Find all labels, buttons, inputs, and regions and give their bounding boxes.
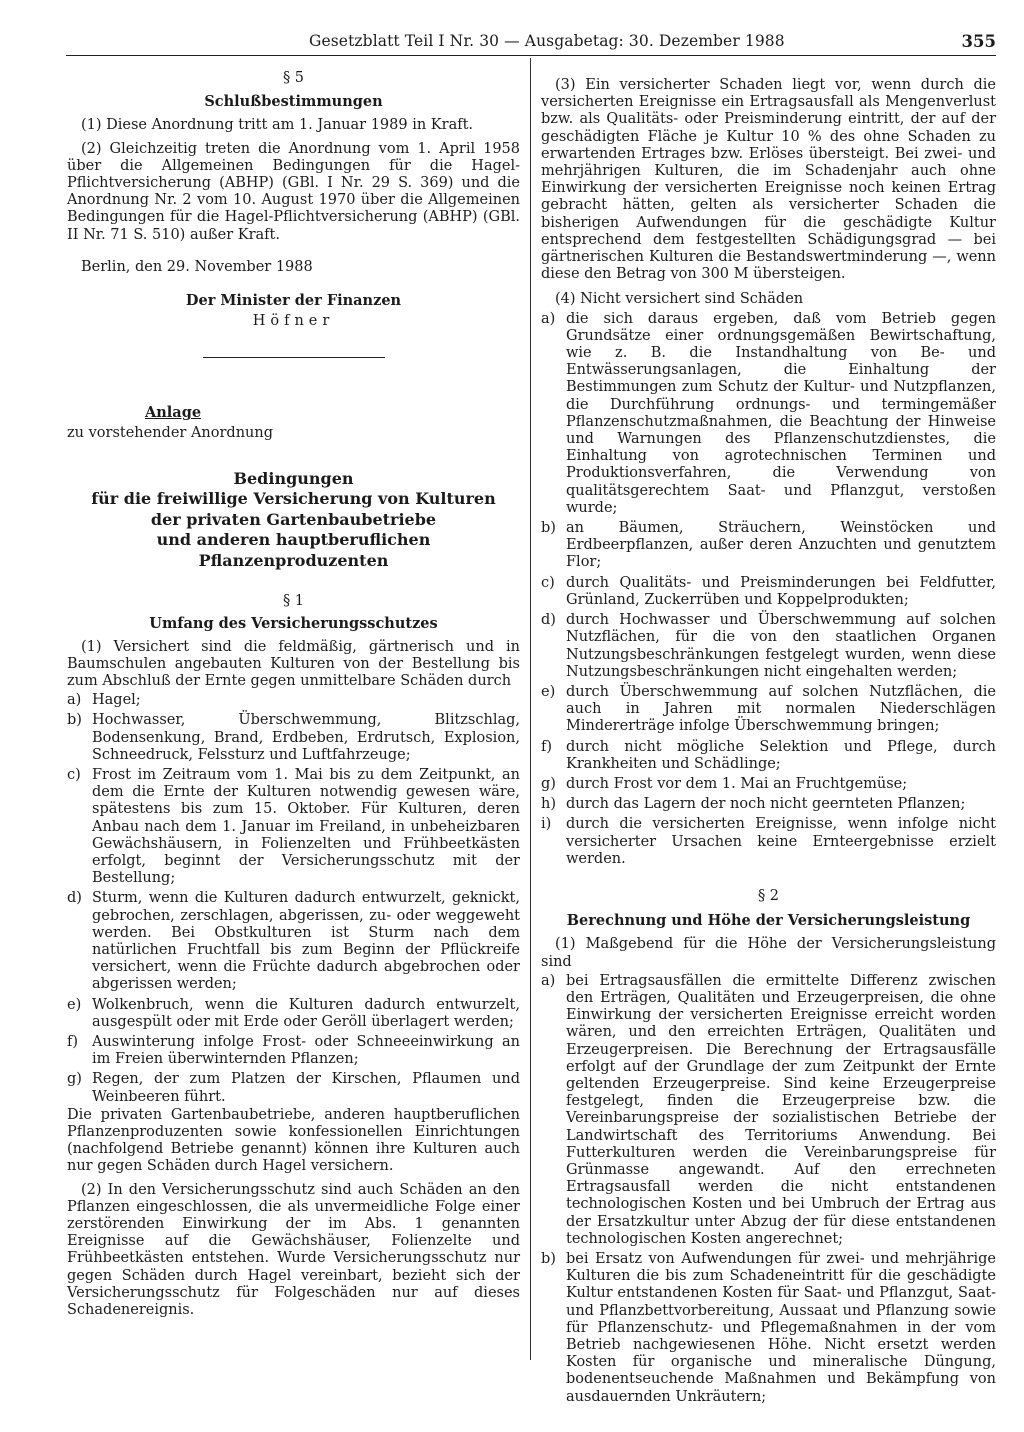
section-2-para-1: (1) Maßgebend für die Höhe der Versicherungsleistung sind [541, 936, 996, 970]
section-1-para-2: (2) In den Versicherungsschutz sind auch Schäden an den Pflanzen eingeschlossen, die als unvermeidliche Folge einer zerstörenden Einwirkung der im Abs. 1 genannten Ereignisse auf die Gewächshäuser, Folienzelte und Frühbeetkästen entstehen. Wurde Versicherungsschutz nur gegen Schäden durch Hagel vereinbart, bezieht sich der Versicherungsschutz für Folgeschäden nur auf dieses Schadenereignis. [67, 1181, 520, 1319]
list-item-text: durch nicht mögliche Selektion und Pflege, durch Krankheiten und Schädlinge; [566, 738, 996, 772]
main-title [67, 469, 520, 572]
list-item-text: durch Qualitäts- und Preisminderungen bei Feldfutter, Grünland, Zuckerrüben und Koppelprodukten; [566, 574, 996, 608]
list-item-label: e) [541, 683, 556, 700]
list-item-label: g) [67, 1071, 82, 1088]
list-item-label: c) [541, 574, 555, 591]
list-item [67, 997, 520, 1031]
main-title-line: für die freiwillige Versicherung von Kulturen [91, 489, 496, 509]
section-1-title: Umfang des Versicherungsschutzes [149, 615, 438, 633]
list-item [541, 1251, 996, 1406]
signature-office: Der Minister der Finanzen [185, 292, 402, 310]
list-item [541, 575, 996, 609]
list-item [541, 311, 996, 517]
section-2-title: Berechnung und Höhe der Versicherungsleistung [566, 912, 971, 930]
list-item [67, 692, 520, 709]
list-item-label: f) [67, 1034, 79, 1051]
list-item-text: durch Hochwasser und Überschwemmung auf solchen Nutzflächen, für die von den staatlichen Organen Nutzungsbeschränkungen festgelegt wurden, wenn diese Nutzungsbeschränkungen nicht eingehalten werden; [566, 612, 996, 680]
section-2-heading: § 2 [757, 887, 780, 904]
list-item [67, 1071, 520, 1105]
list-item-text: die sich daraus ergeben, daß vom Betrieb gegen Grundsätze einer ordnungsgemäßen Bewirtschaftung, wie z. B. die Instandhaltung von Be- und Entwässerungsanlagen, die Einhaltung der Bestimmungen zum Schutz der Kultur- und Nutzpflanzen, die Durchführung ordnungs- und termingemäßer Pflanzenschutzmaßnahmen, die Beachtung der Hinweise und Warnungen des Pflanzenschutzdienstes, die Einhaltung von agrotechnischen Terminen und Produktionsverfahren, die Verwendung von qualitätsgerechtem Saat- und Pflanzgut, verstoßen wurde; [566, 310, 996, 516]
list-item-text: Hochwasser, Überschwemmung, Blitzschlag, Bodensenkung, Brand, Erdbeben, Erdrutsch, Explosion, Schneedruck, Felssturz und Luftfahrzeuge; [92, 712, 520, 763]
list-item [541, 816, 996, 868]
signature-name: Höfner [252, 313, 335, 330]
list-item-text: durch die versicherten Ereignisse, wenn infolge nicht versicherter Ursachen keine Ernteergebnisse erzielt werden. [566, 816, 996, 867]
list-item-text: Frost im Zeitraum vom 1. Mai bis zu dem Zeitpunkt, an dem die Ernte der Kulturen notwendig gewesen wäre, spätestens bis zum 15. Oktober. Für Kulturen, deren Anbau nach dem 1. Januar im Freiland, in unbeheizbaren Gewächshäusern, in Folienzelten und Frühbeetkästen erfolgt, beginnt der Versicherungsschutz mit der Bestellung; [92, 766, 520, 887]
list-item-label: g) [541, 775, 556, 792]
anlage-subtitle: zu vorstehender Anordnung [67, 425, 274, 442]
list-item-label: b) [67, 712, 82, 729]
right-column [541, 77, 996, 1406]
list-item-text: an Bäumen, Sträuchern, Weinstöcken und Erdbeerpflanzen, außer deren Anzuchten und genutztem Flor; [566, 520, 996, 571]
list-item-text: Hagel; [92, 692, 141, 709]
list-item-text: Sturm, wenn die Kulturen dadurch entwurzelt, geknickt, gebrochen, zerschlagen, abgerissen, zu- oder weggeweht werden. Bei Obstkulturen ist Sturm nach dem natürlichen Fruchtfall bis zum Beginn der Pflückreife versichert, wenn die Früchte dadurch abgebrochen oder abgerissen werden; [92, 890, 520, 993]
section-1-para-after-list: Die privaten Gartenbaubetriebe, anderen hauptberuflichen Pflanzenproduzenten sowie konfessionellen Einrichtungen (nachfolgend Betriebe genannt) können ihre Kulturen auch nur gegen Schäden durch Hagel versichern. [67, 1106, 520, 1175]
main-title-line: der privaten Gartenbaubetriebe [150, 509, 437, 529]
list-item [541, 739, 996, 773]
section-1-exclusions-list [541, 311, 996, 868]
list-item-label: b) [541, 520, 556, 537]
list-item-label: d) [541, 612, 556, 629]
list-item-label: a) [541, 310, 556, 327]
list-item-label: c) [67, 766, 81, 783]
section-1-para-4: (4) Nicht versichert sind Schäden [555, 291, 804, 308]
list-item-label: a) [541, 972, 556, 989]
main-title-line: und anderen hauptberuflichen Pflanzenproduzenten [156, 530, 431, 570]
page-number: 355 [961, 32, 996, 51]
list-item-text: Regen, der zum Platzen der Kirschen, Pflaumen und Weinbeeren führt. [92, 1071, 520, 1105]
list-item-label: b) [541, 1251, 556, 1267]
anlage-block [67, 402, 520, 421]
list-item-text: Auswinterung infolge Frost- oder Schneeeinwirkung an im Freien überwinternden Pflanzen; [92, 1034, 520, 1068]
list-item [67, 890, 520, 993]
section-1-list [67, 692, 520, 1106]
section-5-title: Schlußbestimmungen [204, 93, 383, 111]
page-header [66, 22, 996, 51]
main-title-line: Bedingungen [233, 468, 354, 488]
section-2-list [541, 973, 996, 1406]
header-rule [66, 55, 996, 56]
signature-place-date: Berlin, den 29. November 1988 [81, 258, 313, 275]
list-item-label: a) [67, 692, 82, 709]
list-item [541, 796, 996, 813]
list-item [67, 712, 520, 764]
list-item [67, 767, 520, 887]
list-item [541, 776, 996, 793]
section-5-para-2: (2) Gleichzeitig treten die Anordnung vom 1. April 1958 über die Allgemeinen Bedingungen für die Hagel-Pflichtversicherung (ABHP) (GBl. I Nr. 29 S. 369) und die Anordnung Nr. 2 vom 10. August 1970 über die Allgemeinen Bedingungen für die Hagel-Pflichtversicherung (ABHP) (GBl. II Nr. 71 S. 510) außer Kraft. [67, 140, 520, 243]
section-1-para-1: (1) Versichert sind die feldmäßig, gärtnerisch und in Baumschulen angebauten Kulturen von der Bestellung bis zum Abschluß der Ernte gegen unmittelbare Schäden durch [67, 638, 520, 689]
list-item [541, 520, 996, 572]
list-item [67, 1034, 520, 1068]
section-5-heading: § 5 [282, 70, 305, 86]
left-column [67, 70, 520, 1319]
list-item-text: Wolkenbruch, wenn die Kulturen dadurch entwurzelt, ausgespült oder mit Erde oder Geröll überlagert werden; [92, 996, 520, 1030]
list-item-label: f) [541, 738, 553, 755]
list-item-text: durch das Lagern der noch nicht geernteten Pflanzen; [566, 796, 966, 813]
list-item-label: h) [541, 796, 556, 813]
list-item-text: bei Ersatz von Aufwendungen für zwei- und mehrjährige Kulturen die bis zum Schadeneintritt für die geschädigte Kultur entstandenen Kosten für Saat- und Pflanzgut, Saat- und Pflanzbettvorbereitung, Aussaat und Pflanzung sowie für Pflanzenschutz- und Pflegemaßnahmen in der vom Betrieb nachgewiesenen Höhe. Nicht ersetzt werden Kosten für organische und mineralische Düngung, bodenentseuchende Maßnahmen und Bekämpfung von ausdauernden Unkräutern; [566, 1251, 996, 1405]
list-item [541, 973, 996, 1248]
anlage-label: Anlage [145, 404, 202, 422]
list-item-label: e) [67, 996, 82, 1013]
list-item-text: bei Ertragsausfällen die ermittelte Differenz zwischen den Erträgen, Qualitäten und Erzeugerpreisen, die ohne Einwirkung der versicherten Ereignisse erreicht worden wären, und den erreichten Erträgen, Qualitäten und Erzeugerpreisen. Die Berechnung der Ertragsausfälle erfolgt auf der Grundlage der zum Zeitpunkt der Ernte geltenden Erzeugerpreise. Sind keine Erzeugerpreise festgelegt, finden die Erzeugerpreise bzw. die Vereinbarungspreise der sozialistischen Betriebe der Landwirtschaft des Territoriums Anwendung. Bei Futterkulturen werden die Vereinbarungspreise für Grünmasse angewandt. Auf den errechneten Ertragsausfall werden die nicht entstandenen technologischen Kosten und bei Umbruch der Ertrag aus der Ersatzkultur unter Abzug der für diese entstandenen technologischen Kosten angerechnet; [566, 972, 996, 1247]
list-item-label: d) [67, 890, 82, 907]
list-item-text: durch Frost vor dem 1. Mai an Fruchtgemüse; [566, 775, 908, 792]
list-item [541, 612, 996, 681]
section-1-heading: § 1 [282, 593, 305, 610]
list-item [541, 684, 996, 736]
section-5-para-1: (1) Diese Anordnung tritt am 1. Januar 1989 in Kraft. [81, 117, 474, 134]
header-title: Gesetzblatt Teil I Nr. 30 — Ausgabetag: 30. Dezember 1988 [309, 32, 785, 50]
signature-rule [203, 357, 385, 358]
column-divider [530, 58, 531, 1360]
list-item-label: i) [541, 816, 552, 833]
list-item-text: durch Überschwemmung auf solchen Nutzflächen, die auch in Jahren mit normalen Niederschlägen Mindererträge infolge Überschwemmung bringen; [566, 683, 996, 735]
section-1-para-3: (3) Ein versicherter Schaden liegt vor, wenn durch die versicherten Ereignisse ein Ertragsausfall als Mengenverlust bzw. als Qualitäts- oder Preisminderung eintritt, der auf der geschädigten Fläche je Kultur 10 % des ohne Schaden zu erwartenden Ertrages bzw. Erlöses übersteigt. Bei zwei- und mehrjährigen Kulturen, die im Schadenjahr auch ohne Einwirkung der versicherten Ereignisse noch keinen Ertrag gebracht hätten, gelten als versicherter Schaden die bisherigen Aufwendungen für die geschädigte Kultur entsprechend dem festgestellten Schädigungsgrad — bei gärtnerischen Kulturen die Bestandswertminderung —, wenn diese den Betrag von 300 M übersteigen. [541, 77, 996, 283]
